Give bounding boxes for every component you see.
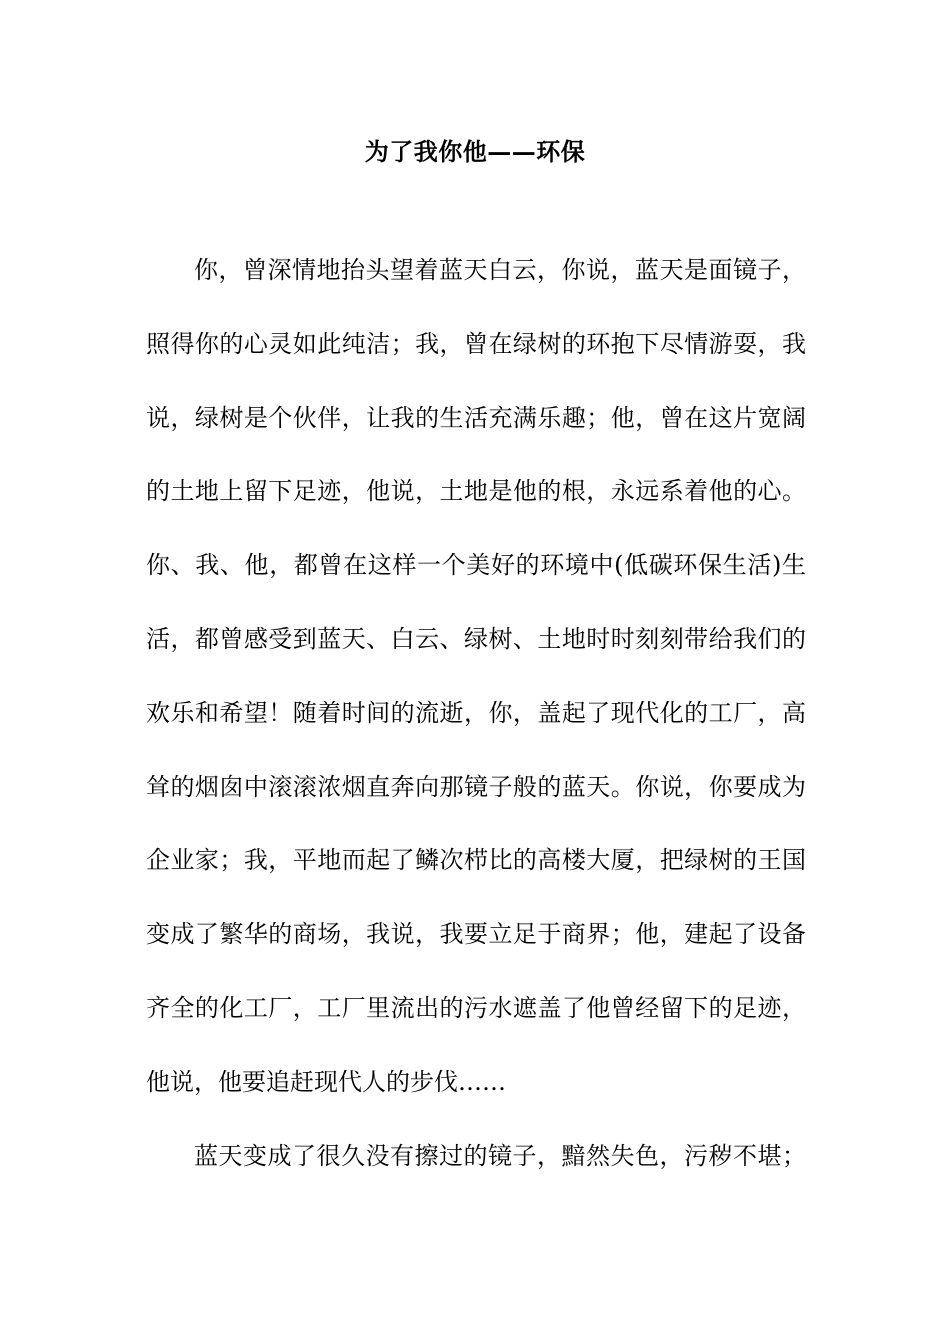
paragraph-line: 欢乐和希望！随着时间的流逝，你，盖起了现代化的工厂，高 — [146, 698, 806, 727]
paragraph-line: 企业家；我，平地而起了鳞次栉比的高楼大厦，把绿树的王国 — [146, 846, 806, 875]
paragraph-line: 说，绿树是个伙伴，让我的生活充满乐趣；他，曾在这片宽阔 — [146, 403, 806, 432]
paragraph-line: 齐全的化工厂，工厂里流出的污水遮盖了他曾经留下的足迹， — [146, 993, 806, 1022]
paragraph-line: 的土地上留下足迹，他说，土地是他的根，永远系着他的心。 — [146, 477, 806, 506]
paragraph-line: 变成了繁华的商场，我说，我要立足于商界；他，建起了设备 — [146, 920, 806, 949]
document-title: 为了我你他——环保 — [364, 137, 586, 166]
paragraph-line: 耸的烟囱中滚滚浓烟直奔向那镜子般的蓝天。你说，你要成为 — [146, 772, 806, 801]
paragraph-line: 蓝天变成了很久没有擦过的镜子，黯然失色，污秽不堪； — [194, 1141, 806, 1170]
paragraph-line: 照得你的心灵如此纯洁；我，曾在绿树的环抱下尽情游耍，我 — [146, 329, 806, 358]
paragraph-line: 活，都曾感受到蓝天、白云、绿树、土地时时刻刻带给我们的 — [146, 624, 806, 653]
paragraph-line: 你、我、他，都曾在这样一个美好的环境中(低碳环保生活)生 — [146, 551, 806, 580]
paragraph-line: 你，曾深情地抬头望着蓝天白云，你说，蓝天是面镜子， — [194, 256, 806, 284]
paragraph-line: 他说，他要追赶现代人的步伐…… — [146, 1067, 506, 1096]
document-body — [146, 252, 806, 1211]
